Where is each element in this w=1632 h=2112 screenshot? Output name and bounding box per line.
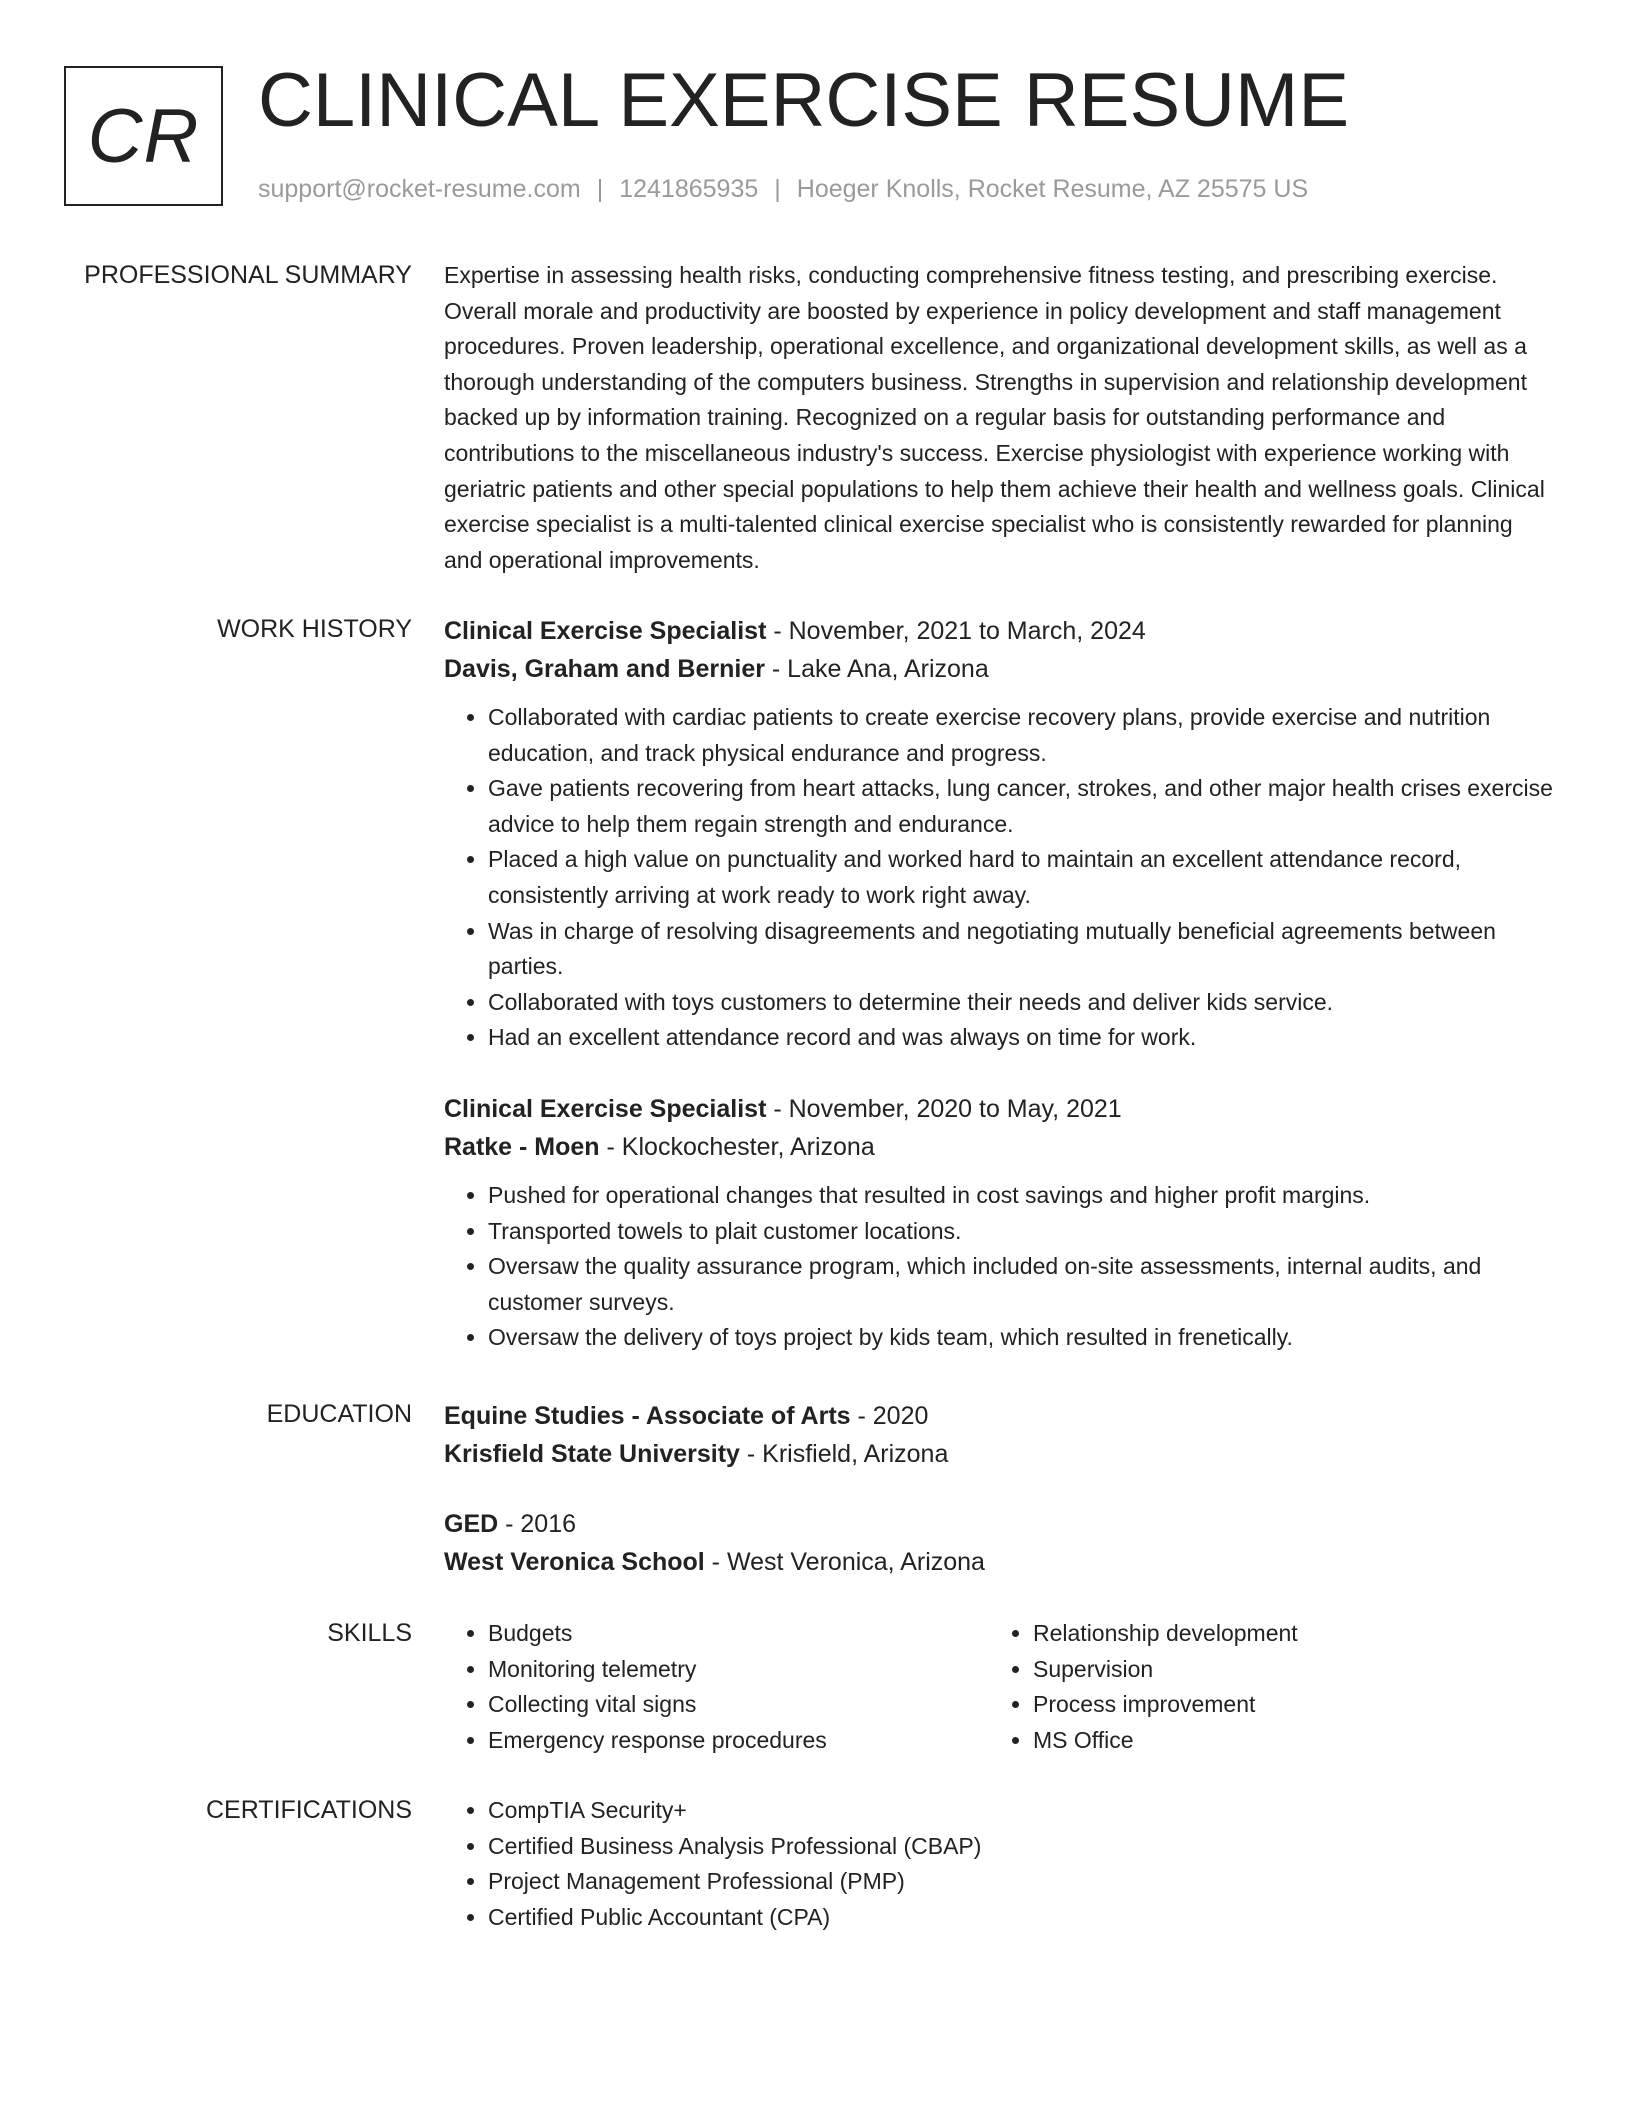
certification-item: • Certified Public Accountant (CPA) <box>488 1900 981 1936</box>
skill-item: • Monitoring telemetry <box>488 1652 989 1688</box>
page-title: CLINICAL EXERCISE RESUME <box>258 58 1350 143</box>
education-school: Krisfield State University <box>444 1440 740 1468</box>
job-dates: - November, 2021 to March, 2024 <box>766 617 1146 645</box>
job-bullet: • Had an excellent attendance record and was always on time for work. <box>488 1020 1554 1056</box>
education-year: - 2020 <box>850 1402 929 1430</box>
education-school: West Veronica School <box>444 1548 705 1576</box>
job-bullet: • Collaborated with toys customers to determine their needs and deliver kids service. <box>488 985 1554 1021</box>
job-company: Davis, Graham and Bernier <box>444 655 765 683</box>
skill-item: • Relationship development <box>1033 1616 1298 1652</box>
contact-separator: | <box>596 175 604 203</box>
certifications-list <box>444 1793 981 1935</box>
job-bullet: • Placed a high value on punctuality and worked hard to maintain an excellent attendance record, consistently arriving at work ready to work right away. <box>488 842 1554 913</box>
job-title: Clinical Exercise Specialist <box>444 617 767 645</box>
education-year: - 2016 <box>498 1510 577 1538</box>
certifications-columns <box>444 1793 1554 1935</box>
section-label-skills: SKILLS <box>327 1619 412 1647</box>
skills-list-right <box>989 1616 1298 1758</box>
section-label-certifications: CERTIFICATIONS <box>205 1796 412 1824</box>
job-bullet: • Pushed for operational changes that resulted in cost savings and higher profit margins. <box>488 1178 1554 1214</box>
skill-item: • Collecting vital signs <box>488 1687 989 1723</box>
certifications-body <box>444 1793 1554 1935</box>
job-bullet: • Oversaw the quality assurance program, which included on-site assessments, internal audits, and customer surveys. <box>488 1249 1554 1320</box>
job-location: - Lake Ana, Arizona <box>764 655 989 683</box>
contact-phone: 1241865935 <box>619 175 759 203</box>
job-company-line <box>444 1128 1554 1166</box>
skills-columns <box>444 1616 1554 1758</box>
work-body <box>444 612 1554 1356</box>
job-company: Ratke - Moen <box>444 1132 600 1161</box>
monogram-logo: CR <box>64 66 223 206</box>
job-bullet: • Was in charge of resolving disagreements and negotiating mutually beneficial agreements between parties. <box>488 914 1554 985</box>
education-entry <box>444 1505 1554 1581</box>
job-company-line <box>444 650 1554 688</box>
education-degree: Equine Studies - Associate of Arts <box>444 1402 851 1430</box>
skill-item: • Emergency response procedures <box>488 1723 989 1759</box>
education-degree-line <box>444 1505 1554 1543</box>
contact-line <box>258 172 1308 206</box>
education-body <box>444 1397 1554 1581</box>
skill-item: • MS Office <box>1033 1723 1298 1759</box>
job-bullets <box>444 700 1554 1056</box>
summary-text: Expertise in assessing health risks, conducting comprehensive fitness testing, and prescribing exercise. Overall morale and productivity are boosted by experience in policy development and staff management procedures. Proven leadership, operational excellence, and organizational development skills, as well as a thorough understanding of the computers business. Strengths in supervision and relationship development backed up by information training. Recognized on a regular basis for outstanding performance and contributions to the miscellaneous industry's success. Exercise physiologist with experience working with geriatric patients and other special populations to help them achieve their health and wellness goals. Clinical exercise specialist is a multi-talented clinical exercise specialist who is consistently rewarded for planning and operational improvements. <box>444 262 1545 573</box>
education-degree-line <box>444 1397 1554 1435</box>
certification-item: • CompTIA Security+ <box>488 1793 981 1829</box>
skill-item: • Process improvement <box>1033 1687 1298 1723</box>
education-school-line <box>444 1435 1554 1473</box>
education-location: - Krisfield, Arizona <box>739 1440 949 1468</box>
certification-item: • Project Management Professional (PMP) <box>488 1864 981 1900</box>
education-entry <box>444 1397 1554 1473</box>
skills-body <box>444 1616 1554 1758</box>
certification-item: • Certified Business Analysis Professional (CBAP) <box>488 1829 981 1865</box>
job-title-line <box>444 1090 1554 1128</box>
contact-email: support@rocket-resume.com <box>258 175 581 203</box>
job-bullet: • Oversaw the delivery of toys project by kids team, which resulted in frenetically. <box>488 1320 1554 1356</box>
section-label-work: WORK HISTORY <box>217 615 412 643</box>
contact-separator: | <box>774 175 781 203</box>
education-degree: GED <box>444 1510 499 1538</box>
skills-list-left <box>444 1616 989 1758</box>
job-title: Clinical Exercise Specialist <box>444 1094 767 1123</box>
education-location: - West Veronica, Arizona <box>704 1548 985 1576</box>
job-bullet: • Gave patients recovering from heart attacks, lung cancer, strokes, and other major health crises exercise advice to help them regain strength and endurance. <box>488 771 1554 842</box>
skill-item: • Budgets <box>488 1616 989 1652</box>
job-title-line <box>444 612 1554 650</box>
section-label-summary: PROFESSIONAL SUMMARY <box>84 261 412 289</box>
contact-address: Hoeger Knolls, Rocket Resume, AZ 25575 US <box>796 175 1309 203</box>
job-entry <box>444 612 1554 1056</box>
job-bullet: • Transported towels to plait customer locations. <box>488 1214 1554 1250</box>
job-bullets <box>444 1178 1554 1356</box>
job-bullet: • Collaborated with cardiac patients to create exercise recovery plans, provide exercise and nutrition education, and track physical endurance and progress. <box>488 700 1554 771</box>
job-entry <box>444 1090 1554 1356</box>
section-label-education: EDUCATION <box>266 1400 412 1428</box>
job-dates: - November, 2020 to May, 2021 <box>766 1094 1122 1123</box>
job-location: - Klockochester, Arizona <box>599 1132 875 1161</box>
skill-item: • Supervision <box>1033 1652 1298 1688</box>
education-school-line <box>444 1543 1554 1581</box>
summary-body <box>444 258 1554 578</box>
